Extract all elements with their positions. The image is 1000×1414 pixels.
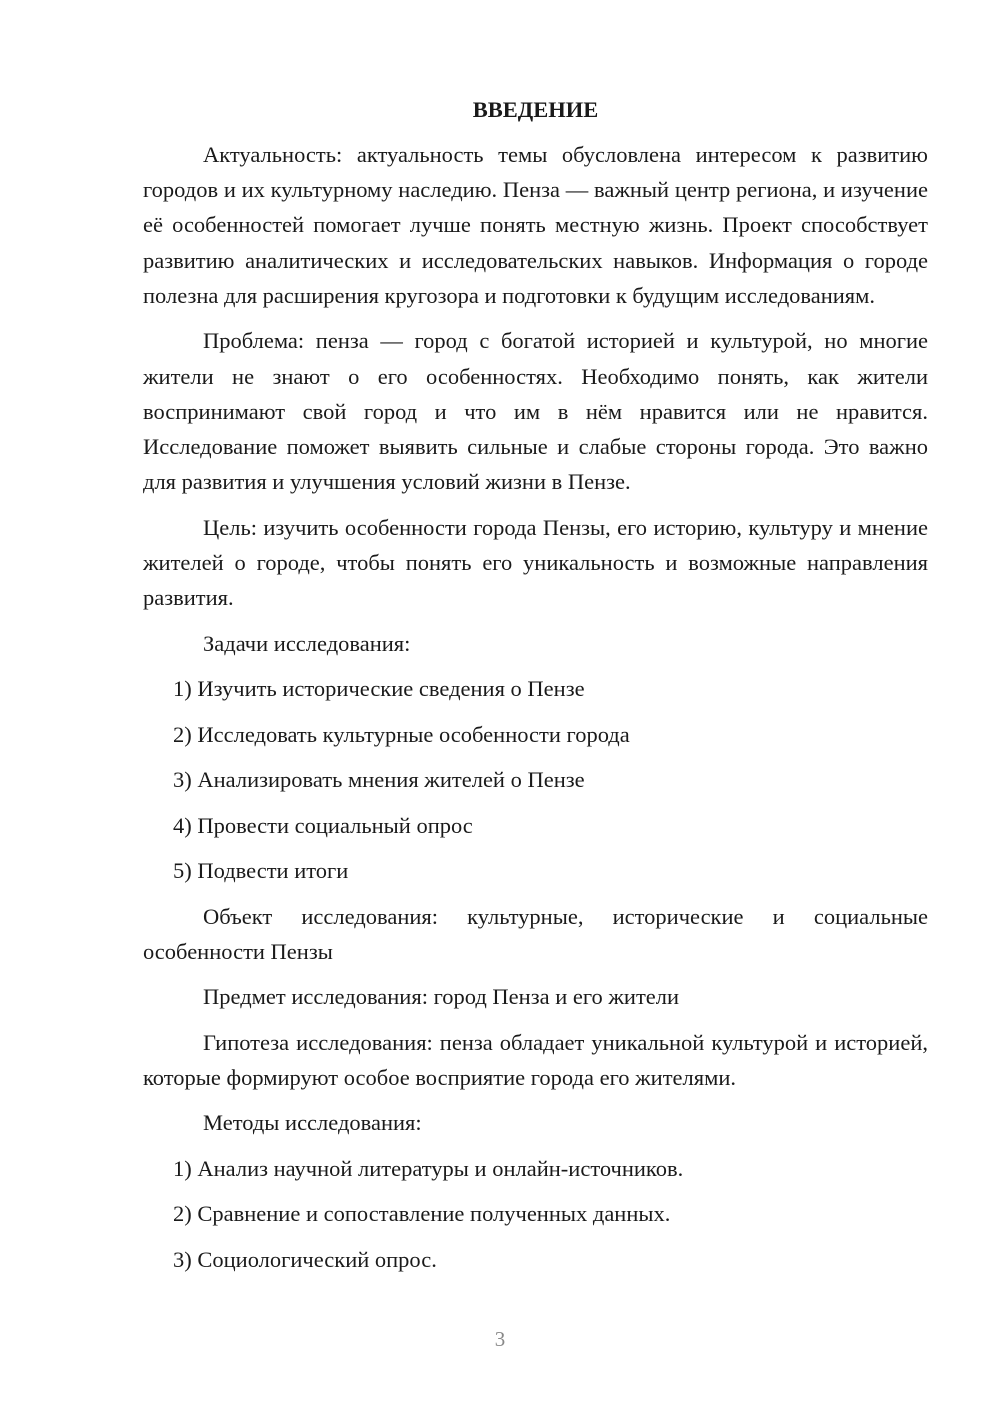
method-item: 1) Анализ научной литературы и онлайн-источников.: [173, 1155, 684, 1181]
method-item: 2) Сравнение и сопоставление полученных данных.: [173, 1201, 671, 1227]
task-item: 4) Провести социальный опрос: [173, 812, 473, 838]
methods-heading: Методы исследования:: [203, 1110, 422, 1136]
problem-paragraph: Проблема: пенза — город с богатой историей и культурой, но многие жители не знают о его особенностях. Необходимо понять, как жители воспринимают свой город и что им в нём нравится или не нравится. Исследование поможет выявить сильные и слабые стороны города. Это важно для развития и улучшения условий жизни в Пензе.: [143, 328, 928, 495]
hypothesis-paragraph: Гипотеза исследования: пенза обладает уникальной культурой и историей, которые формируют особое восприятие города его жителями.: [143, 1029, 928, 1090]
subject-line: Предмет исследования: город Пенза и его жители: [203, 984, 680, 1010]
page-number: 3: [494, 1327, 506, 1351]
section-heading: ВВЕДЕНИЕ: [472, 97, 599, 122]
object-paragraph: Объект исследования: культурные, исторические и социальные особенности Пензы: [143, 903, 928, 964]
task-item: 2) Исследовать культурные особенности города: [173, 721, 630, 747]
document-page: [143, 92, 928, 1287]
tasks-heading: Задачи исследования:: [203, 630, 411, 656]
task-item: 5) Подвести итоги: [173, 858, 349, 884]
relevance-paragraph: Актуальность: актуальность темы обусловлена интересом к развитию городов и их культурному наследию. Пенза — важный центр региона, и изучение её особенностей помогает лучше понять местную жизнь. Проект способствует развитию аналитических и исследовательских навыков. Информация о городе полезна для расширения кругозора и подготовки к будущим исследованиям.: [143, 142, 928, 308]
task-item: 1) Изучить исторические сведения о Пензе: [173, 676, 585, 702]
method-item: 3) Социологический опрос.: [173, 1246, 437, 1272]
task-item: 3) Анализировать мнения жителей о Пензе: [173, 767, 585, 793]
goal-paragraph: Цель: изучить особенности города Пензы, его историю, культуру и мнение жителей о городе, чтобы понять его уникальность и возможные направления развития.: [143, 514, 928, 611]
